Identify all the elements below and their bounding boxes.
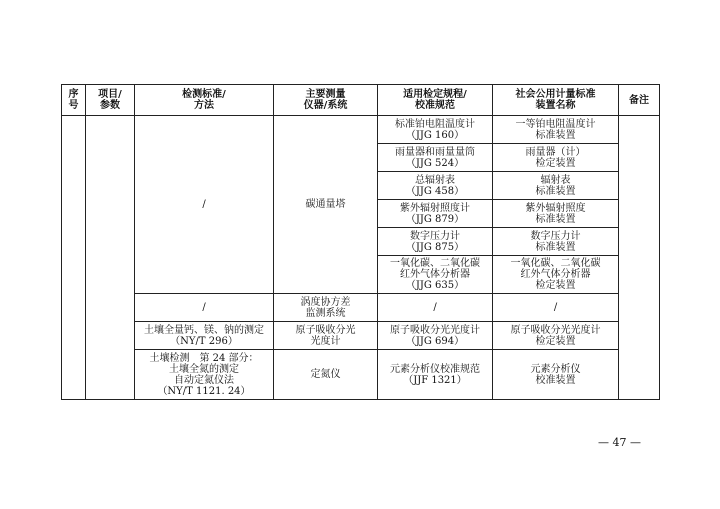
procedure-cell: 一氧化碳、二氧化碳 红外气体分析器 （JJG 635） bbox=[378, 256, 493, 294]
procedure-cell: 标准铂电阻温度计 （JJG 160） bbox=[378, 116, 493, 144]
procedure-cell: 数字压力计 （JJG 875） bbox=[378, 228, 493, 256]
table-row bbox=[62, 294, 660, 322]
method-cell: 土壤检测 第 24 部分： 土壤全氮的测定 自动定氮仪法 （NY/T 1121. 24） bbox=[135, 350, 274, 400]
table-row bbox=[62, 116, 660, 144]
header-remark: 备注 bbox=[619, 85, 660, 116]
instrument-cell: 涡度协方差 监测系统 bbox=[274, 294, 378, 322]
header-standard: 社会公用计量标准 装置名称 bbox=[493, 85, 619, 116]
standard-cell: 紫外辐射照度 标准装置 bbox=[493, 200, 619, 228]
standard-cell: / bbox=[493, 294, 619, 322]
standard-cell: 数字压力计 标准装置 bbox=[493, 228, 619, 256]
header-procedure: 适用检定规程/ 校准规范 bbox=[378, 85, 493, 116]
header-seq: 序 号 bbox=[62, 85, 86, 116]
table-row bbox=[62, 322, 660, 350]
method-cell: 土壤全量钙、镁、钠的测定 （NY/T 296） bbox=[135, 322, 274, 350]
page-number: — 47 — bbox=[598, 436, 641, 449]
table-header-row bbox=[62, 85, 660, 116]
procedure-cell: / bbox=[378, 294, 493, 322]
standard-cell: 原子吸收分光光度计 检定装置 bbox=[493, 322, 619, 350]
standard-cell: 一等铂电阻温度计 标准装置 bbox=[493, 116, 619, 144]
standard-cell: 元素分析仪 校准装置 bbox=[493, 350, 619, 400]
standard-cell: 一氧化碳、二氧化碳 红外气体分析器 检定装置 bbox=[493, 256, 619, 294]
standard-cell: 雨量器（计） 检定装置 bbox=[493, 144, 619, 172]
method-cell: / bbox=[135, 116, 274, 294]
procedure-cell: 原子吸收分光光度计 （JJG 694） bbox=[378, 322, 493, 350]
remark-cell bbox=[619, 116, 660, 400]
procedure-cell: 总辐射表 （JJG 458） bbox=[378, 172, 493, 200]
procedure-cell: 元素分析仪校准规范 （JJF 1321） bbox=[378, 350, 493, 400]
instrument-cell: 原子吸收分光 光度计 bbox=[274, 322, 378, 350]
seq-cell bbox=[62, 116, 86, 400]
item-cell bbox=[86, 116, 135, 400]
procedure-cell: 雨量器和雨量量筒 （JJG 524） bbox=[378, 144, 493, 172]
instrument-cell: 定氮仪 bbox=[274, 350, 378, 400]
header-item: 项目/ 参数 bbox=[86, 85, 135, 116]
method-cell: / bbox=[135, 294, 274, 322]
calibration-table-container bbox=[61, 84, 659, 400]
instrument-cell: 碳通量塔 bbox=[274, 116, 378, 294]
table-row bbox=[62, 350, 660, 400]
procedure-cell: 紫外辐射照度计 （JJG 879） bbox=[378, 200, 493, 228]
calibration-table bbox=[61, 84, 660, 400]
standard-cell: 辐射表 标准装置 bbox=[493, 172, 619, 200]
header-instrument: 主要测量 仪器/系统 bbox=[274, 85, 378, 116]
header-method: 检测标准/ 方法 bbox=[135, 85, 274, 116]
